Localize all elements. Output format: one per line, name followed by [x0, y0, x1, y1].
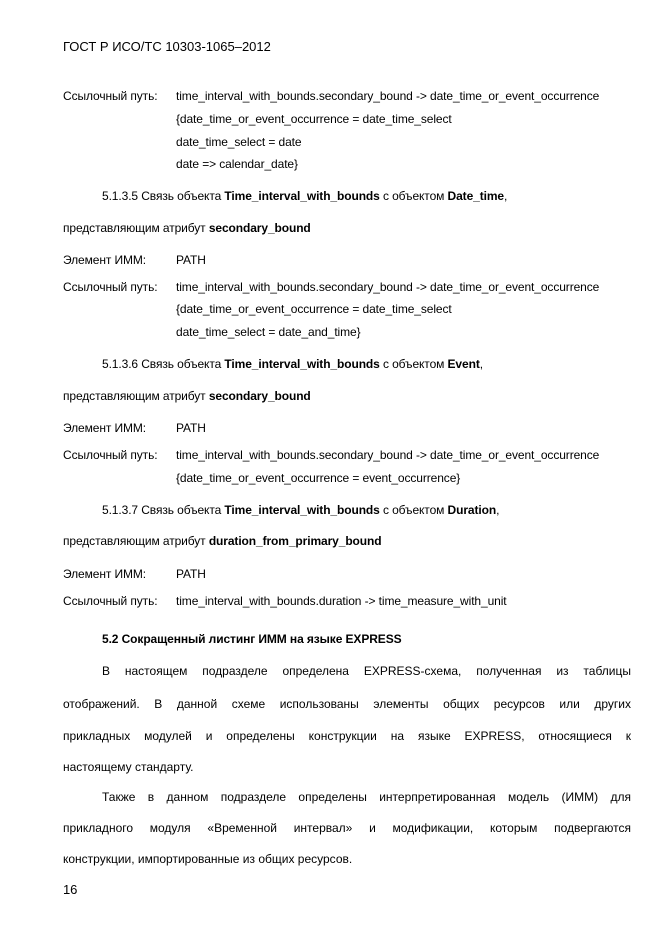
ref-path-line: {date_time_or_event_occurrence = event_occurrence} [176, 471, 461, 485]
paragraph-line: отображений. В данной схеме использованы элементы общих ресурсов или других [63, 697, 631, 711]
elem-value: PATH [176, 421, 206, 435]
paragraph-line: конструкции, импортированные из общих ресурсов. [63, 852, 353, 866]
section-heading-5137: 5.1.3.7 Связь объекта Time_interval_with_bounds с объектом Duration, [102, 503, 500, 517]
ref-path-line: date_time_select = date_and_time} [176, 325, 361, 339]
ref-path-line: date_time_select = date [176, 135, 302, 149]
elem-label: Элемент ИММ: [63, 567, 147, 581]
section-heading-5136: 5.1.3.6 Связь объекта Time_interval_with_bounds с объектом Event, [102, 357, 483, 371]
section-heading-5135: 5.1.3.5 Связь объекта Time_interval_with_bounds с объектом Date_time, [102, 189, 508, 203]
ref-path-line: time_interval_with_bounds.secondary_bound -> date_time_or_event_occurrence [176, 448, 600, 462]
ref-path-label: Ссылочный путь: [63, 280, 158, 294]
elem-value: PATH [176, 567, 206, 581]
page-number: 16 [63, 882, 78, 897]
section-heading-52: 5.2 Сокращенный листинг ИММ на языке EXPRESS [102, 632, 402, 646]
section-attr-5136: представляющим атрибут secondary_bound [63, 389, 311, 403]
ref-path-line: date => calendar_date} [176, 157, 298, 171]
ref-path-line: {date_time_or_event_occurrence = date_time_select [176, 302, 452, 316]
ref-path-label: Ссылочный путь: [63, 594, 158, 608]
ref-path-line: time_interval_with_bounds.secondary_bound -> date_time_or_event_occurrence [176, 89, 600, 103]
ref-path-label: Ссылочный путь: [63, 89, 158, 103]
paragraph-line: настоящему стандарту. [63, 760, 194, 774]
section-attr-5137: представляющим атрибут duration_from_primary_bound [63, 534, 382, 548]
paragraph-line: Также в данном подразделе определены интерпретированная модель (ИММ) для [102, 790, 631, 804]
paragraph-line: прикладного модуля «Временной интервал» и модификации, которым подвергаются [63, 821, 631, 835]
paragraph-line: прикладных модулей и определены конструкции на языке EXPRESS, относящиеся к [63, 729, 631, 743]
ref-path-line: time_interval_with_bounds.duration -> time_measure_with_unit [176, 594, 507, 608]
ref-path-label: Ссылочный путь: [63, 448, 158, 462]
elem-label: Элемент ИММ: [63, 253, 147, 267]
ref-path-line: {date_time_or_event_occurrence = date_time_select [176, 112, 452, 126]
elem-value: PATH [176, 253, 206, 267]
section-attr-5135: представляющим атрибут secondary_bound [63, 221, 311, 235]
document-header: ГОСТ Р ИСО/ТС 10303-1065–2012 [63, 39, 271, 54]
paragraph-line: В настоящем подразделе определена EXPRESS-схема, полученная из таблицы [102, 664, 631, 678]
ref-path-line: time_interval_with_bounds.secondary_bound -> date_time_or_event_occurrence [176, 280, 600, 294]
elem-label: Элемент ИММ: [63, 421, 147, 435]
